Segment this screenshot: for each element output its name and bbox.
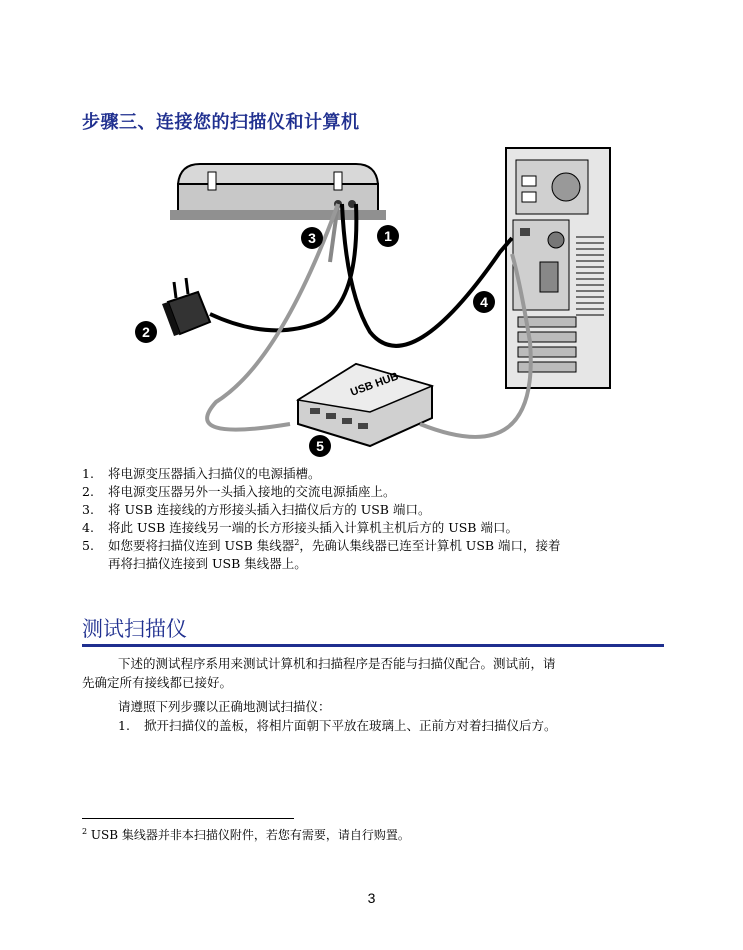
step-list	[82, 465, 561, 573]
list-item: 再将扫描仪连接到 USB 集线器上。	[108, 556, 307, 571]
section-title: 测试扫描仪	[82, 617, 187, 641]
paragraph: 先确定所有接线都已接好。	[82, 675, 233, 690]
list-item: 1. 掀开扫描仪的盖板，将相片面朝下平放在玻璃上、正前方对着扫描仪后方。	[118, 718, 557, 733]
callout-2: 2	[142, 324, 150, 340]
callout-3: 3	[308, 230, 316, 246]
connection-diagram	[120, 142, 620, 462]
list-item: 3. 将 USB 连接线的方形接头插入扫描仪后方的 USB 端口。	[82, 502, 431, 517]
computer-tower-illustration	[506, 148, 610, 388]
svg-text:USB HUB: USB HUB	[348, 370, 401, 399]
callout-4: 4	[480, 294, 488, 310]
footnote-divider	[82, 818, 294, 819]
step-heading: 步骤三、连接您的扫描仪和计算机	[82, 112, 360, 133]
usb-hub-illustration	[298, 364, 432, 446]
callout-1: 1	[384, 228, 392, 244]
page-number: 3	[367, 890, 376, 906]
paragraph: 下述的测试程序系用来测试计算机和扫描程序是否能与扫描仪配合。测试前，请	[118, 656, 556, 671]
list-item: 5. 如您要将扫描仪连到 USB 集线器$^2$，先确认集线器已连至计算机 USB 端口，接着	[82, 537, 561, 553]
list-item: 2. 将电源变压器另外一头插入接地的交流电源插座上。	[82, 484, 396, 499]
power-adapter-illustration	[162, 278, 210, 336]
scanner-illustration	[170, 164, 386, 220]
section-divider	[82, 644, 664, 647]
paragraph: 请遵照下列步骤以正确地测试扫描仪：	[118, 699, 331, 714]
callout-5: 5	[316, 438, 324, 454]
footnote: $^2$ USB 集线器并非本扫描仪附件，若您有需要，请自行购置。	[82, 827, 410, 842]
list-item: 4. 将此 USB 连接线另一端的长方形接头插入计算机主机后方的 USB 端口。	[82, 520, 518, 535]
list-item: 1. 将电源变压器插入扫描仪的电源插槽。	[82, 466, 321, 481]
